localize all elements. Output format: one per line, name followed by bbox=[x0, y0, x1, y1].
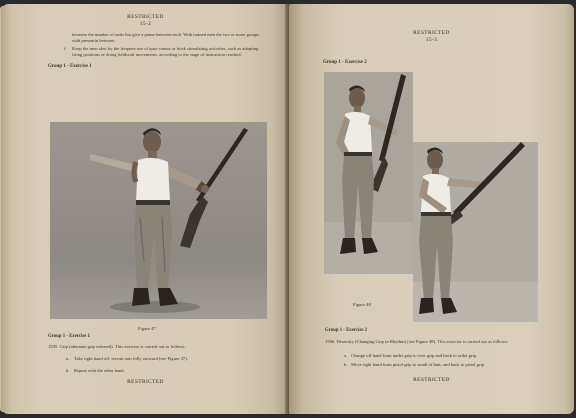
left-page bbox=[2, 4, 289, 414]
right-page bbox=[289, 4, 574, 414]
left-page-footer: RESTRICTED bbox=[127, 379, 164, 385]
left-paragraph-2: Keep the men alert by the frequent use of quiz-counts or brisk stimulating activities, such as adopting firing positions or doing fieldcraft movements, according to the stage of instruction reached. bbox=[72, 46, 259, 57]
right-subheading: Group 1 - Exercise 2 bbox=[325, 328, 367, 333]
paragraph-1505: 1505. Grip (alternate grip released). This exercise is carried out as follows: bbox=[48, 344, 186, 349]
left-page-header: RESTRICTED bbox=[127, 14, 164, 20]
figure-48-caption: Figure 48 bbox=[353, 302, 371, 307]
item-b-label-left: b. bbox=[66, 368, 70, 373]
soldier-rifle-pose-2-image bbox=[413, 142, 538, 322]
item-a-label-left: a. bbox=[66, 356, 70, 361]
paragraph-1506: 1506. Dexterity (Changing Grip in Rhythm) (see Figure 48). This exercise is carried out as follows: bbox=[325, 339, 508, 344]
item-b-right: Move right hand from pistol grip to small of butt, and back to pistol grip. bbox=[351, 362, 486, 367]
item-a-left: Take right hand off, recruit arm fully outward (see Figure 47). bbox=[74, 356, 188, 361]
right-group-heading: Group 1 - Exercise 2 bbox=[323, 60, 367, 65]
item-a-label-right: a. bbox=[344, 353, 348, 358]
left-paragraph-2-label: f. bbox=[64, 46, 67, 51]
left-paragraph-1: increase the number of units but give a pause between each. With trained men the two or more groups with presentin between. bbox=[72, 32, 260, 43]
item-b-left: Repeat with the other hand. bbox=[74, 368, 125, 373]
item-a-right: Change off hand from under grip to over grip and back to order grip. bbox=[351, 353, 478, 358]
soldier-arms-extended-image bbox=[50, 122, 267, 319]
item-b-label-right: b. bbox=[344, 362, 348, 367]
figure-47-caption: Figure 47 bbox=[138, 326, 156, 331]
right-page-footer: RESTRICTED bbox=[413, 377, 450, 383]
left-group-heading: Group 1 - Exercise 1 bbox=[48, 64, 92, 69]
figure-47-photo bbox=[50, 122, 267, 319]
left-page-number: 15-2 bbox=[139, 21, 152, 27]
figure-48-photo-2 bbox=[413, 142, 538, 322]
soldier-rifle-pose-1-image bbox=[324, 72, 413, 274]
left-subheading: Group 1 - Exercise 1 bbox=[48, 334, 90, 339]
figure-48-photo-1 bbox=[324, 72, 413, 274]
right-page-header: RESTRICTED bbox=[413, 30, 450, 36]
right-page-number: 15-3 bbox=[425, 37, 438, 43]
